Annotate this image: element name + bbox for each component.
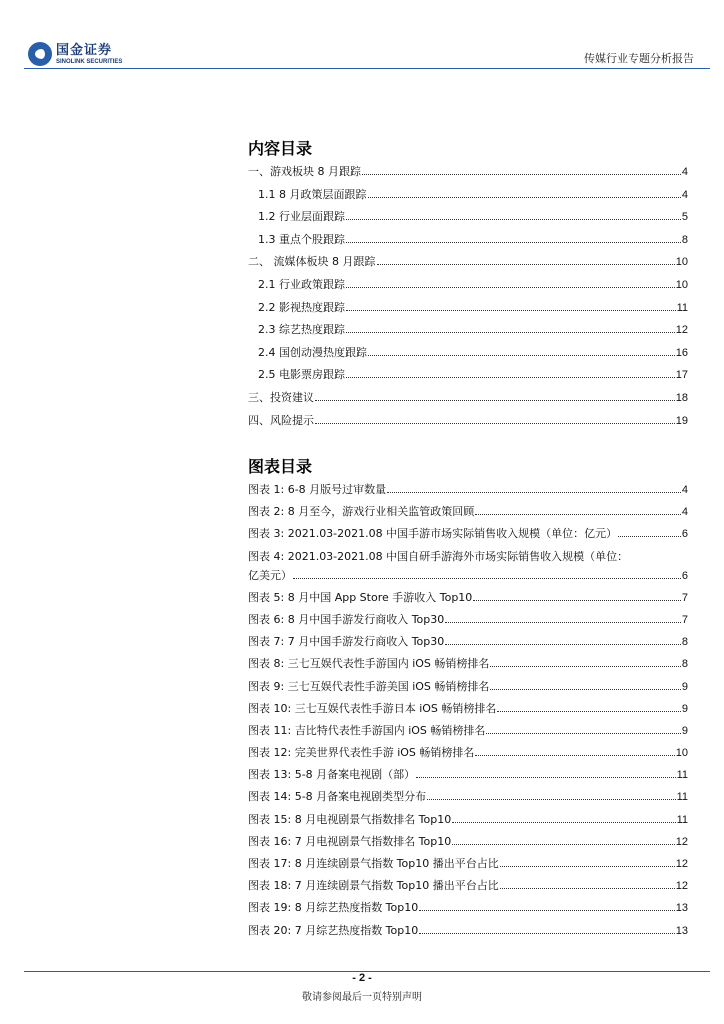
logo-icon xyxy=(28,42,52,66)
toc-entry-label: 图表 5: 8 月中国 App Store 手游收入 Top10 xyxy=(248,590,473,604)
toc-entry[interactable] xyxy=(248,745,688,767)
toc-entry-page: 11 xyxy=(676,769,688,782)
toc-entry-label: 二、 流媒体板块 8 月跟踪 xyxy=(248,255,376,269)
header-divider xyxy=(24,68,710,69)
toc-entry[interactable] xyxy=(248,923,688,945)
toc-entry[interactable] xyxy=(248,612,688,634)
dot-leader xyxy=(346,300,676,311)
toc-entry[interactable] xyxy=(248,390,688,413)
dot-leader xyxy=(500,878,675,889)
toc-entry-label: 三、投资建议 xyxy=(248,390,314,404)
toc-entry[interactable] xyxy=(248,482,688,504)
company-logo xyxy=(28,40,122,68)
figures-title: 图表目录 xyxy=(248,457,313,476)
toc-entry[interactable] xyxy=(248,812,688,834)
dot-leader xyxy=(445,612,681,623)
dot-leader xyxy=(452,812,675,823)
toc-entry-page: 12 xyxy=(675,858,688,870)
dot-leader xyxy=(346,322,675,333)
toc-entry[interactable] xyxy=(248,367,688,390)
toc-entry[interactable] xyxy=(248,164,688,187)
dot-leader xyxy=(315,390,675,401)
toc-entry-label: 图表 9: 三七互娱代表性手游美国 iOS 畅销榜排名 xyxy=(248,679,490,693)
toc-entry-label: 图表 13: 5-8 月备案电视剧（部） xyxy=(248,768,416,782)
dot-leader xyxy=(452,834,675,845)
toc-entry[interactable] xyxy=(248,187,688,210)
toc-entry-label: 图表 8: 三七互娱代表性手游国内 iOS 畅销榜排名 xyxy=(248,657,490,671)
toc-entry-page: 4 xyxy=(681,166,688,178)
dot-leader xyxy=(490,679,680,690)
contents-title: 内容目录 xyxy=(248,139,313,158)
toc-entry[interactable] xyxy=(248,526,688,548)
dot-leader xyxy=(445,634,681,645)
toc-entry-label: 图表 15: 8 月电视剧景气指数排名 Top10 xyxy=(248,812,452,826)
toc-entry-label: 亿美元） xyxy=(248,568,292,582)
toc-entry-page: 9 xyxy=(681,702,688,715)
toc-entry-page: 18 xyxy=(675,391,688,404)
toc-entry-page: 10 xyxy=(675,256,688,269)
toc-entry[interactable] xyxy=(248,656,688,678)
toc-entry-page: 17 xyxy=(675,369,688,382)
toc-entry[interactable] xyxy=(248,504,688,526)
toc-entry-page: 13 xyxy=(675,924,688,937)
toc-entry-page: 10 xyxy=(675,747,688,760)
dot-leader xyxy=(362,164,681,175)
toc-entry[interactable] xyxy=(248,634,688,656)
toc-entry-page: 12 xyxy=(675,835,688,848)
figures-list xyxy=(248,482,688,945)
toc-entry[interactable] xyxy=(248,701,688,723)
toc-entry[interactable] xyxy=(248,345,688,368)
toc-entry-label: 图表 17: 8 月连续剧景气指数 Top10 播出平台占比 xyxy=(248,857,499,870)
toc-entry[interactable] xyxy=(248,878,688,900)
toc-entry-label: 图表 7: 7 月中国手游发行商收入 Top30 xyxy=(248,635,445,649)
toc-entry-label: 图表 11: 吉比特代表性手游国内 iOS 畅销榜排名 xyxy=(248,723,486,737)
toc-entry-label: 图表 1: 6-8 月版号过审数量 xyxy=(248,483,387,496)
toc-entry-label: 2.2 影视热度跟踪 xyxy=(258,300,345,314)
toc-entry[interactable] xyxy=(248,590,688,612)
toc-entry[interactable] xyxy=(248,209,688,232)
toc-entry[interactable] xyxy=(248,834,688,856)
dot-leader xyxy=(427,789,675,800)
dot-leader xyxy=(346,209,681,220)
toc-entry-label: 1.1 8 月政策层面跟踪 xyxy=(258,187,367,201)
toc-entry[interactable] xyxy=(248,254,688,277)
toc-entry[interactable] xyxy=(248,413,688,436)
toc-entry-page: 6 xyxy=(681,569,688,582)
toc-entry-page: 11 xyxy=(676,813,688,826)
toc-entry-page: 16 xyxy=(675,346,688,359)
dot-leader xyxy=(293,568,681,579)
toc-entry-page: 9 xyxy=(681,680,688,693)
toc-entry[interactable] xyxy=(248,679,688,701)
toc-entry[interactable] xyxy=(248,789,688,811)
toc-entry-page: 8 xyxy=(681,658,688,671)
toc-entry-label: 图表 4: 2021.03-2021.08 中国自研手游海外市场实际销售收入规模（单位： xyxy=(248,549,629,563)
toc-entry-page: 8 xyxy=(681,233,688,246)
toc-entry-page: 12 xyxy=(675,880,688,893)
toc-entry-page: 10 xyxy=(675,278,688,291)
page-number: - 2 - xyxy=(352,972,372,984)
dot-leader xyxy=(368,345,675,356)
toc-entry-label: 2.3 综艺热度跟踪 xyxy=(258,323,345,337)
toc-entry-label: 图表 12: 完美世界代表性手游 iOS 畅销榜排名 xyxy=(248,746,475,760)
toc-entry-page: 19 xyxy=(675,414,688,427)
dot-leader xyxy=(473,590,681,601)
toc-entry-label: 1.2 行业层面跟踪 xyxy=(258,210,345,224)
toc-entry-page: 4 xyxy=(681,188,688,201)
toc-entry[interactable] xyxy=(248,232,688,255)
dot-leader xyxy=(490,656,680,667)
dot-leader xyxy=(475,504,681,515)
toc-entry-label: 图表 20: 7 月综艺热度指数 Top10 xyxy=(248,923,419,937)
dot-leader xyxy=(416,767,675,778)
dot-leader xyxy=(475,745,674,756)
toc-entry-label: 四、风险提示 xyxy=(248,413,314,427)
toc-entry-label: 2.1 行业政策跟踪 xyxy=(258,277,345,291)
toc-entry-label: 1.3 重点个股跟踪 xyxy=(258,232,345,246)
toc-entry-label: 图表 6: 8 月中国手游发行商收入 Top30 xyxy=(248,612,445,626)
logo-name-cn: 国金证券 xyxy=(56,42,113,58)
toc-entry-label: 图表 3: 2021.03-2021.08 中国手游市场实际销售收入规模（单位：亿元） xyxy=(248,527,618,541)
dot-leader xyxy=(500,856,675,867)
dot-leader xyxy=(618,526,681,537)
toc-entry[interactable] xyxy=(248,277,688,300)
dot-leader xyxy=(419,900,675,911)
toc-entry[interactable] xyxy=(248,723,688,745)
toc-entry[interactable] xyxy=(248,900,688,922)
toc-entry[interactable] xyxy=(248,856,688,878)
toc-entry[interactable] xyxy=(248,568,688,590)
report-type: 传媒行业专题分析报告 xyxy=(584,52,694,65)
dot-leader xyxy=(419,923,675,934)
toc-entry-label: 图表 18: 7 月连续剧景气指数 Top10 播出平台占比 xyxy=(248,879,499,893)
toc-entry-label: 图表 16: 7 月电视剧景气指数排名 Top10 xyxy=(248,834,452,848)
toc-entry-label: 2.5 电影票房跟踪 xyxy=(258,368,345,382)
dot-leader xyxy=(497,701,680,712)
toc-entry-label: 图表 14: 5-8 月备案电视剧类型分布 xyxy=(248,790,427,804)
toc-entry-label: 2.4 国创动漫热度跟踪 xyxy=(258,345,367,359)
dot-leader xyxy=(346,277,675,288)
toc-entry-page: 11 xyxy=(676,301,688,314)
logo-name-en: SINOLINK SECURITIES xyxy=(56,58,123,65)
disclaimer-note: 敬请参阅最后一页特别声明 xyxy=(302,992,422,1003)
toc-entry-page: 6 xyxy=(681,528,688,541)
toc-entry-page: 4 xyxy=(681,484,688,496)
toc-entry-page: 5 xyxy=(681,211,688,224)
toc-entry-page: 4 xyxy=(681,506,688,519)
toc-entry-page: 9 xyxy=(681,724,688,737)
toc-entry-page: 13 xyxy=(675,902,688,915)
dot-leader xyxy=(315,413,675,424)
toc-entry-label: 图表 2: 8 月至今，游戏行业相关监管政策回顾 xyxy=(248,505,475,519)
dot-leader xyxy=(346,367,675,378)
toc-entry-page: 7 xyxy=(681,591,688,604)
page-header xyxy=(24,40,700,68)
toc-entry-page: 8 xyxy=(681,636,688,649)
dot-leader xyxy=(387,482,681,493)
toc-entry-page: 7 xyxy=(681,613,688,626)
toc-entry-label: 图表 19: 8 月综艺热度指数 Top10 xyxy=(248,901,419,915)
toc-entry-page: 11 xyxy=(676,791,688,804)
dot-leader xyxy=(486,723,680,734)
toc-entry-page: 12 xyxy=(675,324,688,337)
dot-leader xyxy=(368,187,681,198)
dot-leader xyxy=(346,232,681,243)
dot-leader xyxy=(377,254,675,265)
toc-entry-label: 一、游戏板块 8 月跟踪 xyxy=(248,165,361,178)
toc-entry-label: 图表 10: 三七互娱代表性手游日本 iOS 畅销榜排名 xyxy=(248,701,497,715)
toc-entry[interactable] xyxy=(248,767,688,789)
toc-entry[interactable] xyxy=(248,322,688,345)
toc-entry[interactable] xyxy=(248,300,688,323)
contents-list xyxy=(248,164,688,435)
